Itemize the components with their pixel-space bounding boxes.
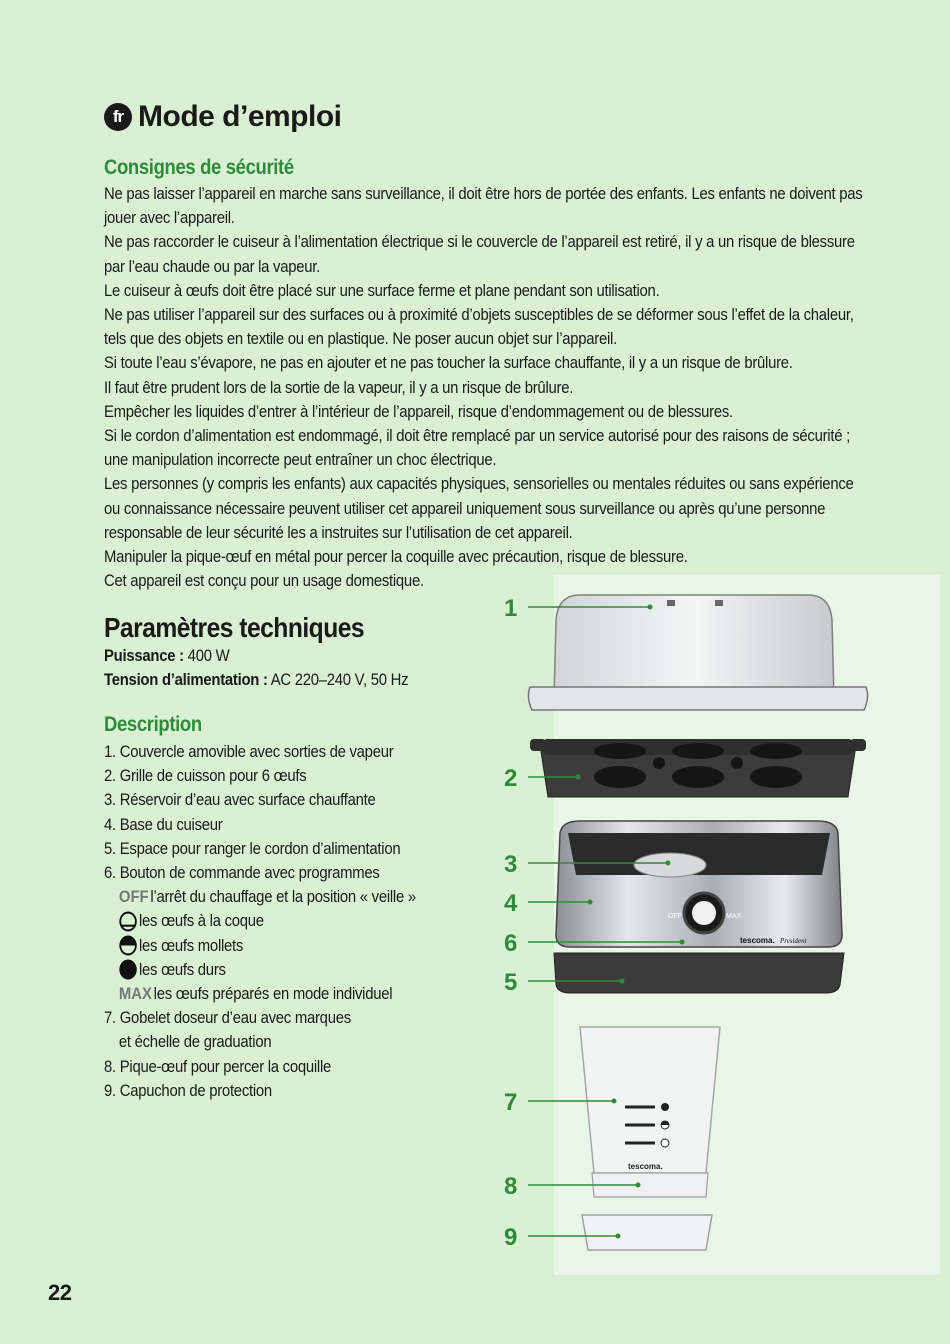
program-max-text: les œufs préparés en mode individuel	[153, 984, 393, 1004]
callout-4: 4	[504, 890, 518, 917]
safety-paragraph: Les personnes (y compris les enfants) aux capacités physiques, sensorielles ou mentales réduites ou sans expérience ou connaissance nécessaire peuvent utiliser cet appareil uniquement sous surveillance ou après qu’une personne responsable de leur sécurité les a instruites sur l’utilisation de cet appareil.	[104, 474, 854, 542]
page-title-text: Mode d’emploi	[138, 100, 342, 133]
page-number: 22	[48, 1280, 72, 1305]
safety-paragraph: Le cuiseur à œufs doit être placé sur une surface ferme et plane pendant son utilisation.	[104, 280, 660, 300]
callout-8: 8	[504, 1173, 518, 1200]
list-item: 9. Capuchon de protection	[104, 1080, 272, 1100]
measuring-cup	[580, 1027, 720, 1197]
voltage-spec	[104, 670, 408, 690]
power-value: 400 W	[187, 646, 230, 665]
language-badge: fr	[104, 103, 132, 131]
program-off-text: l’arrêt du chauffage et la position « veille »	[150, 887, 416, 907]
knob-max-label: MAX	[726, 913, 742, 920]
list-item: 7. Gobelet doseur d’eau avec marques	[104, 1008, 351, 1028]
list-item: 2. Grille de cuisson pour 6 œufs	[104, 766, 307, 786]
medium-egg-icon	[119, 935, 137, 956]
description-heading: Description	[104, 713, 202, 736]
callout-6: 6	[504, 930, 518, 957]
voltage-value: AC 220–240 V, 50 Hz	[270, 670, 409, 689]
callout-5: 5	[504, 969, 518, 996]
program-soft-text: les œufs à la coque	[139, 911, 264, 931]
lid	[528, 595, 867, 710]
technical-heading: Paramètres techniques	[104, 612, 365, 643]
program-medium-text: les œufs mollets	[139, 935, 244, 955]
program-soft	[104, 909, 472, 933]
safety-paragraph: Si toute l’eau s’évapore, ne pas en ajouter et ne pas toucher la surface chauffante, il y a un risque de brûlure.	[104, 353, 793, 373]
program-max	[104, 982, 472, 1006]
safety-paragraph: Cet appareil est conçu pour un usage domestique.	[104, 571, 424, 591]
list-item: 4. Base du cuiseur	[104, 814, 223, 834]
cup-brand: tescoma.	[628, 1162, 663, 1171]
safety-heading: Consignes de sécurité	[104, 156, 294, 179]
safety-text	[104, 182, 865, 593]
knob-off-label: OFF	[668, 913, 682, 920]
program-hard-text: les œufs durs	[139, 959, 226, 979]
callout-2: 2	[504, 765, 518, 792]
brand-line: President	[780, 937, 807, 945]
safety-paragraph: Il faut être prudent lors de la sortie de la vapeur, il y a un risque de brûlure.	[104, 377, 574, 397]
list-item: 6. Bouton de commande avec programmes	[104, 863, 380, 883]
off-label: OFF	[118, 887, 149, 907]
hard-egg-icon	[119, 959, 137, 980]
power-spec	[104, 646, 229, 666]
safety-paragraph: Si le cordon d’alimentation est endommagé, il doit être remplacé par un service autorisé pour des raisons de sécurité ; une manipulation incorrecte peut entraîner un choc électrique.	[104, 426, 850, 470]
voltage-label: Tension d’alimentation :	[104, 670, 268, 689]
protective-cap	[582, 1215, 712, 1250]
callout-7: 7	[504, 1089, 518, 1116]
list-item: 1. Couvercle amovible avec sorties de vapeur	[104, 742, 394, 761]
list-item: 8. Pique-œuf pour percer la coquille	[104, 1056, 332, 1076]
safety-paragraph: Empêcher les liquides d’entrer à l’intérieur de l’appareil, risque d’endommagement ou de blessures.	[104, 401, 733, 421]
safety-paragraph: Ne pas utiliser l’appareil sur des surfaces ou à proximité d’objets susceptibles de se déformer sous l’effet de la chaleur, tels que des objets en textile ou en plastique. Ne poser aucun objet sur l’appareil.	[104, 305, 854, 349]
egg-cooker-illustration	[470, 575, 940, 1275]
list-item: 5. Espace pour ranger le cordon d’alimentation	[104, 838, 401, 858]
safety-paragraph: Manipuler la pique-œuf en métal pour percer la coquille avec précaution, risque de blessure.	[104, 547, 688, 567]
list-item-continuation: et échelle de graduation	[118, 1032, 272, 1052]
program-off	[104, 885, 472, 909]
soft-egg-icon	[119, 911, 137, 932]
program-hard	[104, 958, 472, 982]
brand-logo: tescoma.	[740, 936, 775, 945]
max-label: MAX	[118, 984, 152, 1004]
list-item: 3. Réservoir d’eau avec surface chauffante	[104, 790, 376, 810]
program-medium	[104, 934, 472, 958]
safety-paragraph: Ne pas raccorder le cuiseur à l’alimentation électrique si le couvercle de l’appareil est retiré, il y a un risque de blessure par l’eau chaude ou par la vapeur.	[104, 232, 855, 276]
page-title	[104, 100, 342, 134]
callout-9: 9	[504, 1224, 518, 1251]
power-label: Puissance :	[104, 646, 184, 665]
cooker-base	[554, 821, 844, 993]
egg-grid	[530, 739, 866, 797]
callout-1: 1	[504, 595, 518, 622]
callout-3: 3	[504, 851, 518, 878]
safety-paragraph: Ne pas laisser l’appareil en marche sans surveillance, il doit être hors de portée des enfants. Les enfants ne doivent pas jouer avec l’appareil.	[104, 184, 863, 228]
description-list	[104, 740, 472, 1103]
